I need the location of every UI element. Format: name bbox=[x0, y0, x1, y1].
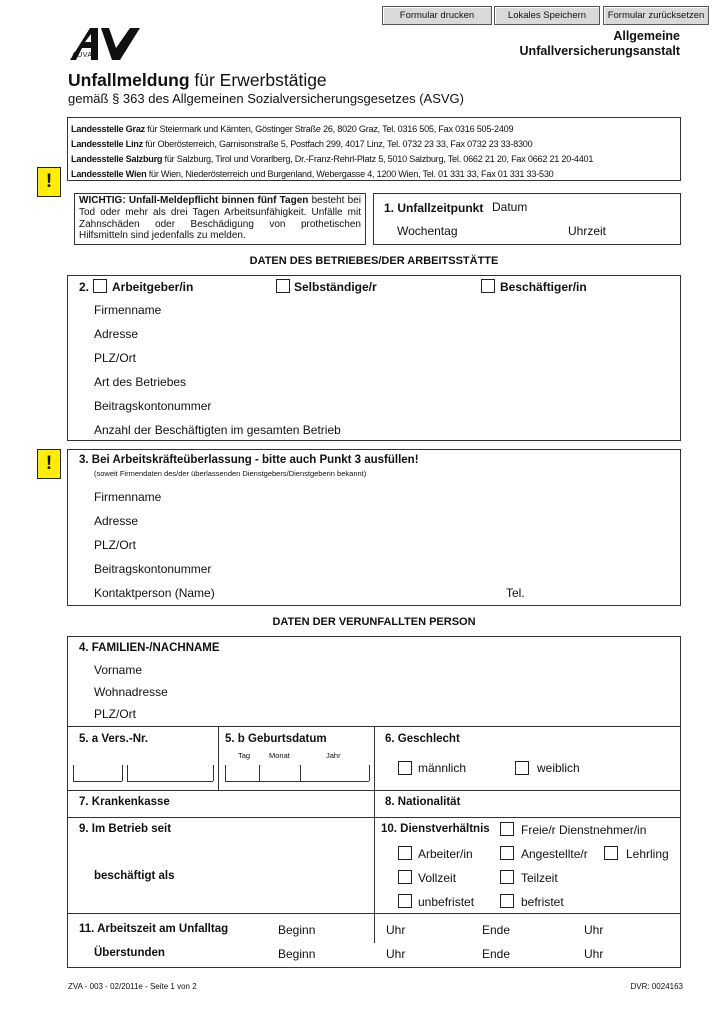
ueberstunden-label: Überstunden bbox=[94, 947, 165, 959]
angestellte-checkbox[interactable] bbox=[500, 846, 514, 860]
krankenkasse-label: 7. Krankenkasse bbox=[79, 796, 170, 808]
landesstelle-wien: Landesstelle Wien für Wien, Niederösterreich und Burgenland, Webergasse 4, 1200 Wien, Tel. 01 331 33, Fax 01 331 33-530 bbox=[71, 169, 554, 180]
arbeiter-label: Arbeiter/in bbox=[418, 847, 473, 861]
unbefristet-checkbox[interactable] bbox=[398, 894, 412, 908]
angestellte-label: Angestellte/r bbox=[521, 847, 588, 861]
notice-box: WICHTIG: Unfall-Meldepflicht binnen fünf Tagen besteht bei Tod oder mehr als drei Tagen Arbeitsunfähigkeit. Unfälle mit Zahnschäden oder Beschädigung von prothetischen Hilfsmitteln sind jedenfalls zu melden. bbox=[74, 193, 366, 245]
weiblich-label: weiblich bbox=[537, 761, 580, 775]
vollzeit-label: Vollzeit bbox=[418, 871, 457, 885]
beitragskontonummer-label: Beitragskontonummer bbox=[94, 562, 212, 576]
plz-ort-label: PLZ/Ort bbox=[94, 707, 137, 721]
beschaeftiger-checkbox[interactable] bbox=[481, 279, 495, 293]
maennlich-label: männlich bbox=[418, 761, 467, 775]
uhr-label: Uhr bbox=[584, 923, 604, 937]
wochentag-label: Wochentag bbox=[397, 224, 458, 238]
logo-text: AUVA bbox=[72, 52, 93, 59]
monat-label: Monat bbox=[269, 751, 290, 760]
divider bbox=[68, 913, 680, 914]
firmenname-field-label: Firmenname bbox=[94, 303, 162, 317]
maennlich-checkbox[interactable] bbox=[398, 761, 412, 775]
reset-form-button[interactable]: Formular zurücksetzen bbox=[603, 6, 709, 25]
page-title: Unfallmeldung für Erwerbstätige bbox=[68, 70, 327, 90]
weiblich-checkbox[interactable] bbox=[515, 761, 529, 775]
org-name-line2: Unfallversicherungsanstalt bbox=[519, 44, 680, 58]
page-subtitle: gemäß § 363 des Allgemeinen Sozialversicherungsgesetzes (ASVG) bbox=[68, 91, 464, 106]
landesstellen-box bbox=[67, 117, 681, 181]
vers-nr-label: 5. a Vers.-Nr. bbox=[79, 733, 149, 745]
footer-dvr: DVR: 0024163 bbox=[630, 982, 683, 991]
betrieb-seit-label: 9. Im Betrieb seit bbox=[79, 823, 172, 835]
divider bbox=[374, 726, 375, 790]
landesstelle-salzburg: Landesstelle Salzburg für Salzburg, Tirol und Vorarlberg, Dr.-Franz-Rehrl-Platz 5, 5010 Salzburg, Tel. 0662 21 20, Fax 0662 21 20-4401 bbox=[71, 154, 594, 165]
freie-dienstnehmer-checkbox[interactable] bbox=[500, 822, 514, 836]
unfallzeitpunkt-box bbox=[373, 193, 681, 245]
uhr-label: Uhr bbox=[584, 947, 604, 961]
unfallzeitpunkt-label: 1. Unfallzeitpunkt bbox=[384, 201, 484, 215]
betrieb-box bbox=[67, 275, 681, 441]
section-heading-betrieb: DATEN DES BETRIEBES/DER ARBEITSSTÄTTE bbox=[249, 255, 499, 267]
firmenname-field-label: Firmenname bbox=[94, 490, 162, 504]
section-3-title: 3. Bei Arbeitskräfteüberlassung - bitte auch Punkt 3 ausfüllen! bbox=[79, 454, 419, 466]
landesstelle-graz: Landesstelle Graz für Steiermark und Kärnten, Göstinger Straße 26, 8020 Graz, Tel. 0316 505, Fax 0316 505-2409 bbox=[71, 124, 514, 135]
footer-form-id: ZVA - 003 - 02/2011e - Seite 1 von 2 bbox=[68, 982, 197, 991]
selbstaendige-checkbox[interactable] bbox=[276, 279, 290, 293]
divider bbox=[374, 790, 375, 943]
divider bbox=[68, 817, 680, 818]
vollzeit-checkbox[interactable] bbox=[398, 870, 412, 884]
plz-ort-field-label: PLZ/Ort bbox=[94, 538, 137, 552]
nationalitaet-label: 8. Nationalität bbox=[385, 796, 461, 808]
befristet-label: befristet bbox=[521, 895, 564, 909]
ueberlassung-box bbox=[67, 449, 681, 606]
kontaktperson-label: Kontaktperson (Name) bbox=[94, 586, 215, 600]
teilzeit-checkbox[interactable] bbox=[500, 870, 514, 884]
anzahl-beschaeftigte-label: Anzahl der Beschäftigten im gesamten Betrieb bbox=[94, 423, 341, 437]
art-des-betriebes-label: Art des Betriebes bbox=[94, 375, 187, 389]
divider bbox=[218, 726, 219, 790]
arbeiter-checkbox[interactable] bbox=[398, 846, 412, 860]
uhr-label: Uhr bbox=[386, 923, 406, 937]
beitragskontonummer-label: Beitragskontonummer bbox=[94, 399, 212, 413]
beginn-label: Beginn bbox=[278, 923, 316, 937]
uhrzeit-label: Uhrzeit bbox=[568, 224, 607, 238]
org-name-line1: Allgemeine bbox=[613, 29, 680, 43]
tel-label: Tel. bbox=[506, 586, 525, 600]
beschaeftiger-label: Beschäftiger/in bbox=[500, 280, 587, 294]
tag-label: Tag bbox=[238, 751, 251, 760]
selbstaendige-label: Selbständige/r bbox=[294, 280, 377, 294]
lehrling-checkbox[interactable] bbox=[604, 846, 618, 860]
dienstverhaeltnis-label: 10. Dienstverhältnis bbox=[381, 823, 490, 835]
section-heading-person: DATEN DER VERUNFALLTEN PERSON bbox=[272, 616, 476, 628]
section-3-note: (soweit Firmendaten des/der überlassenden Dienstgebers/Dienstgeberin bekannt) bbox=[94, 469, 367, 478]
vorname-label: Vorname bbox=[94, 663, 143, 677]
geburtsdatum-input[interactable] bbox=[225, 765, 370, 782]
warning-icon: ! bbox=[37, 449, 61, 479]
landesstelle-linz: Landesstelle Linz für Oberösterreich, Garnisonstraße 5, Postfach 299, 4017 Linz, Tel. 0732 23 33, Fax 0732 23 33-8300 bbox=[71, 139, 533, 150]
save-locally-button[interactable]: Lokales Speichern bbox=[494, 6, 600, 25]
uhr-label: Uhr bbox=[386, 947, 406, 961]
plz-ort-field-label: PLZ/Ort bbox=[94, 351, 137, 365]
arbeitszeit-label: 11. Arbeitszeit am Unfalltag bbox=[79, 923, 229, 935]
geschlecht-label: 6. Geschlecht bbox=[385, 733, 460, 745]
datum-label: Datum bbox=[492, 200, 528, 214]
arbeitgeber-checkbox[interactable] bbox=[93, 279, 107, 293]
nachname-label: 4. FAMILIEN-/NACHNAME bbox=[79, 642, 220, 654]
lehrling-label: Lehrling bbox=[626, 847, 669, 861]
unbefristet-label: unbefristet bbox=[418, 895, 475, 909]
wohnadresse-label: Wohnadresse bbox=[94, 685, 168, 699]
ende-label: Ende bbox=[482, 947, 511, 961]
adresse-field-label: Adresse bbox=[94, 514, 139, 528]
teilzeit-label: Teilzeit bbox=[521, 871, 558, 885]
ende-label: Ende bbox=[482, 923, 511, 937]
vers-nr-input[interactable] bbox=[73, 765, 214, 782]
befristet-checkbox[interactable] bbox=[500, 894, 514, 908]
warning-icon: ! bbox=[37, 167, 61, 197]
beginn-label: Beginn bbox=[278, 947, 316, 961]
freie-dienstnehmer-label: Freie/r Dienstnehmer/in bbox=[521, 823, 647, 837]
print-form-button[interactable]: Formular drucken bbox=[382, 6, 492, 25]
geburtsdatum-label: 5. b Geburtsdatum bbox=[225, 733, 327, 745]
section-2-number: 2. bbox=[79, 280, 90, 294]
person-box bbox=[67, 636, 681, 968]
jahr-label: Jahr bbox=[326, 751, 341, 760]
beschaeftigt-als-label: beschäftigt als bbox=[94, 870, 175, 882]
adresse-field-label: Adresse bbox=[94, 327, 139, 341]
arbeitgeber-label: Arbeitgeber/in bbox=[112, 280, 194, 294]
